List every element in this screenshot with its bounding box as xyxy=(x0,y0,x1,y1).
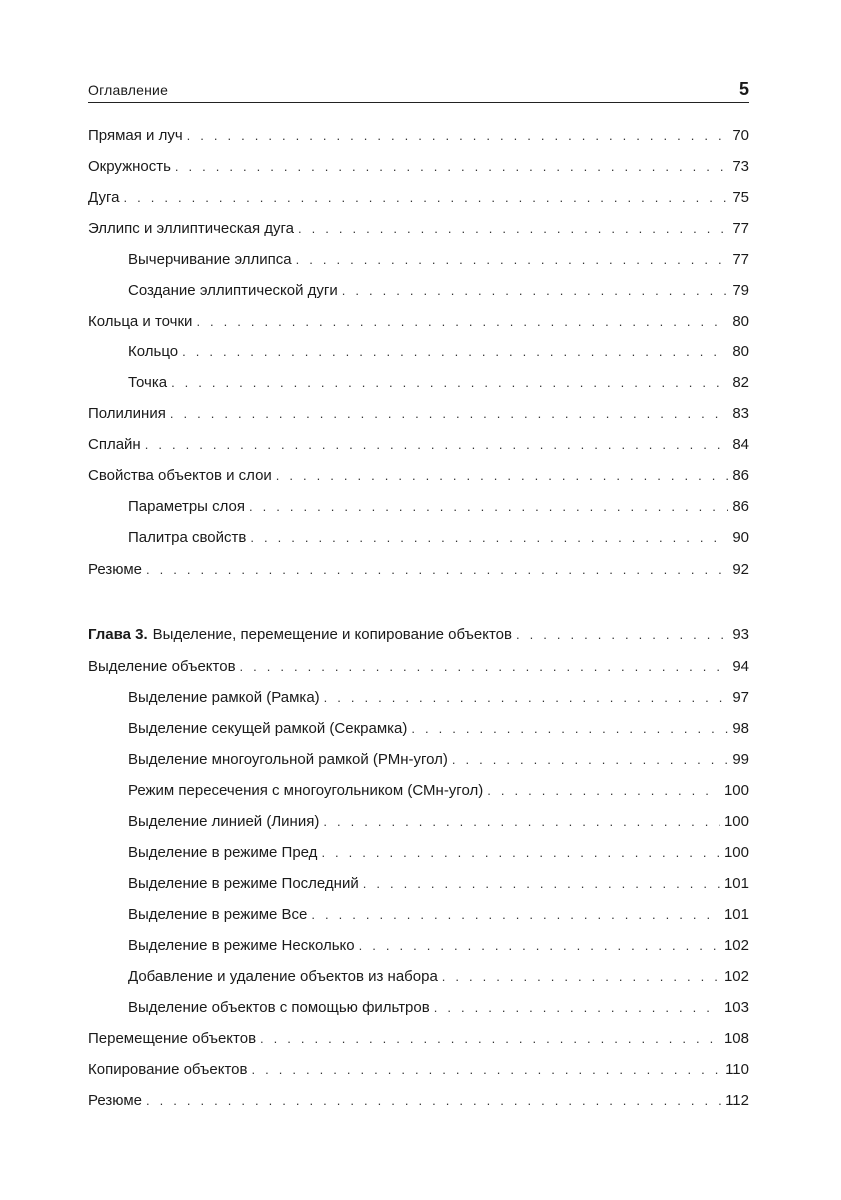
toc-entry-title: Эллипс и эллиптическая дуга xyxy=(88,220,295,237)
toc-entry-page: 92 xyxy=(732,561,749,578)
toc-entry-title: Выделение в режиме Все xyxy=(128,906,308,923)
dot-leader xyxy=(298,219,728,239)
toc-subentry xyxy=(128,373,749,393)
toc-entry xyxy=(88,157,749,177)
toc-entry xyxy=(88,126,749,146)
dot-leader xyxy=(249,497,728,517)
dot-leader xyxy=(296,250,729,270)
toc-chapter-title xyxy=(88,625,512,645)
toc-entry-page: 110 xyxy=(725,1061,749,1078)
page-number: 5 xyxy=(738,79,749,99)
dot-leader xyxy=(187,126,729,146)
toc-entry-title: Сплайн xyxy=(88,436,141,453)
toc-entry-page: 108 xyxy=(723,1030,749,1047)
dot-leader xyxy=(260,1029,720,1049)
toc-entry-page: 102 xyxy=(723,937,749,954)
toc-entry-title: Выделение в режиме Пред xyxy=(128,844,318,861)
dot-leader xyxy=(324,688,729,708)
toc-entry-title: Выделение многоугольной рамкой (РМн-угол) xyxy=(128,751,448,768)
toc-subentry xyxy=(128,998,749,1018)
dot-leader xyxy=(323,812,720,832)
toc-entry-title: Копирование объектов xyxy=(88,1061,248,1078)
toc-entry-page: 103 xyxy=(723,999,749,1016)
toc-entry-page: 80 xyxy=(732,313,749,330)
toc-entry-page: 99 xyxy=(732,751,749,768)
toc-entry-page: 94 xyxy=(732,658,749,675)
toc-entry-title: Дуга xyxy=(88,189,120,206)
toc-entry xyxy=(88,657,749,677)
dot-leader xyxy=(196,312,728,332)
dot-leader xyxy=(487,781,720,801)
dot-leader xyxy=(359,936,720,956)
toc-entry-title: Прямая и луч xyxy=(88,127,183,144)
dot-leader xyxy=(251,1060,721,1080)
dot-leader xyxy=(442,967,720,987)
toc-entry-title: Кольца и точки xyxy=(88,313,193,330)
dot-leader xyxy=(146,560,728,580)
table-of-contents xyxy=(88,0,749,1200)
toc-entry-page: 70 xyxy=(732,127,749,144)
toc-entry-page: 102 xyxy=(723,968,749,985)
toc-subentry xyxy=(128,750,749,770)
toc-entry-page: 73 xyxy=(732,158,749,175)
dot-leader xyxy=(145,435,729,455)
toc-entry-page: 98 xyxy=(732,720,749,737)
toc-subentry xyxy=(128,967,749,987)
toc-subentry xyxy=(128,281,749,301)
toc-entry-title: Выделение объектов с помощью фильтров xyxy=(128,999,430,1016)
dot-leader xyxy=(311,905,720,925)
toc-entry-title: Вычерчивание эллипса xyxy=(128,251,292,268)
toc-entry-page: 100 xyxy=(723,844,749,861)
toc-entry-title: Выделение в режиме Последний xyxy=(128,875,359,892)
toc-entry xyxy=(88,435,749,455)
toc-entry-title: Параметры слоя xyxy=(128,498,246,515)
toc-subentry xyxy=(128,812,749,832)
toc-entry-title: Режим пересечения с многоугольником (СМн-угол) xyxy=(128,782,484,799)
toc-entry xyxy=(88,219,749,239)
toc-subentry xyxy=(128,936,749,956)
dot-leader xyxy=(146,1091,721,1111)
toc-entry-page: 82 xyxy=(732,374,749,391)
toc-subentry xyxy=(128,719,749,739)
dot-leader xyxy=(123,188,728,208)
toc-entry-page: 86 xyxy=(732,498,749,515)
toc-entry xyxy=(88,1029,749,1049)
header-title: Оглавление xyxy=(88,82,169,98)
toc-entry-title: Создание эллиптической дуги xyxy=(128,282,338,299)
chapter-label: Глава 3. xyxy=(88,626,148,643)
toc-entry-page: 77 xyxy=(732,220,749,237)
toc-entry-page: 80 xyxy=(732,343,749,360)
toc-entry-page: 90 xyxy=(732,529,749,546)
toc-subentry xyxy=(128,528,749,548)
dot-leader xyxy=(170,404,728,424)
dot-leader xyxy=(434,998,720,1018)
dot-leader xyxy=(171,373,728,393)
toc-subentry xyxy=(128,497,749,517)
dot-leader xyxy=(175,157,728,177)
toc-entry-title: Окружность xyxy=(88,158,171,175)
toc-entry xyxy=(88,188,749,208)
toc-subentry xyxy=(128,250,749,270)
dot-leader xyxy=(182,342,728,362)
toc-entry-title: Выделение объектов xyxy=(88,658,236,675)
toc-entry-title: Свойства объектов и слои xyxy=(88,467,272,484)
toc-entry-page: 101 xyxy=(723,906,749,923)
toc-subentry xyxy=(128,688,749,708)
toc-entry-title: Палитра свойств xyxy=(128,529,247,546)
toc-entry xyxy=(88,1091,749,1111)
dot-leader xyxy=(516,625,728,645)
dot-leader xyxy=(250,528,728,548)
toc-subentry xyxy=(128,342,749,362)
toc-entry-page: 75 xyxy=(732,189,749,206)
toc-entry-page: 97 xyxy=(732,689,749,706)
toc-entry xyxy=(88,1060,749,1080)
toc-entry-page: 79 xyxy=(732,282,749,299)
toc-entry-page: 93 xyxy=(732,626,749,643)
toc-subentry xyxy=(128,781,749,801)
dot-leader xyxy=(321,843,720,863)
toc-entry-title: Перемещение объектов xyxy=(88,1030,257,1047)
toc-entry xyxy=(88,404,749,424)
toc-subentry xyxy=(128,843,749,863)
toc-entry-page: 77 xyxy=(732,251,749,268)
toc-chapter-entry xyxy=(88,625,749,645)
dot-leader xyxy=(452,750,728,770)
dot-leader xyxy=(276,466,729,486)
toc-entry-page: 100 xyxy=(723,782,749,799)
toc-entry-title: Выделение рамкой (Рамка) xyxy=(128,689,320,706)
toc-entry-page: 86 xyxy=(732,467,749,484)
chapter-title-text: Выделение, перемещение и копирование объектов xyxy=(152,626,512,643)
toc-entry-page: 100 xyxy=(723,813,749,830)
toc-entry xyxy=(88,466,749,486)
dot-leader xyxy=(240,657,729,677)
dot-leader xyxy=(342,281,729,301)
toc-entry xyxy=(88,312,749,332)
toc-entry xyxy=(88,560,749,580)
toc-entry-title: Выделение линией (Линия) xyxy=(128,813,320,830)
toc-subentry xyxy=(128,905,749,925)
toc-entry-title: Резюме xyxy=(88,561,142,578)
dot-leader xyxy=(411,719,728,739)
toc-entry-page: 84 xyxy=(732,436,749,453)
toc-entry-title: Добавление и удаление объектов из набора xyxy=(128,968,438,985)
toc-subentry xyxy=(128,874,749,894)
toc-entry-title: Выделение в режиме Несколько xyxy=(128,937,355,954)
toc-entry-title: Точка xyxy=(128,374,168,391)
toc-entry-title: Кольцо xyxy=(128,343,179,360)
dot-leader xyxy=(363,874,720,894)
toc-entry-title: Резюме xyxy=(88,1092,142,1109)
toc-entry-title: Полилиния xyxy=(88,405,166,422)
toc-entry-title: Выделение секущей рамкой (Секрамка) xyxy=(128,720,408,737)
toc-entry-page: 83 xyxy=(732,405,749,422)
toc-entry-page: 101 xyxy=(723,875,749,892)
toc-entry-page: 112 xyxy=(725,1092,749,1109)
